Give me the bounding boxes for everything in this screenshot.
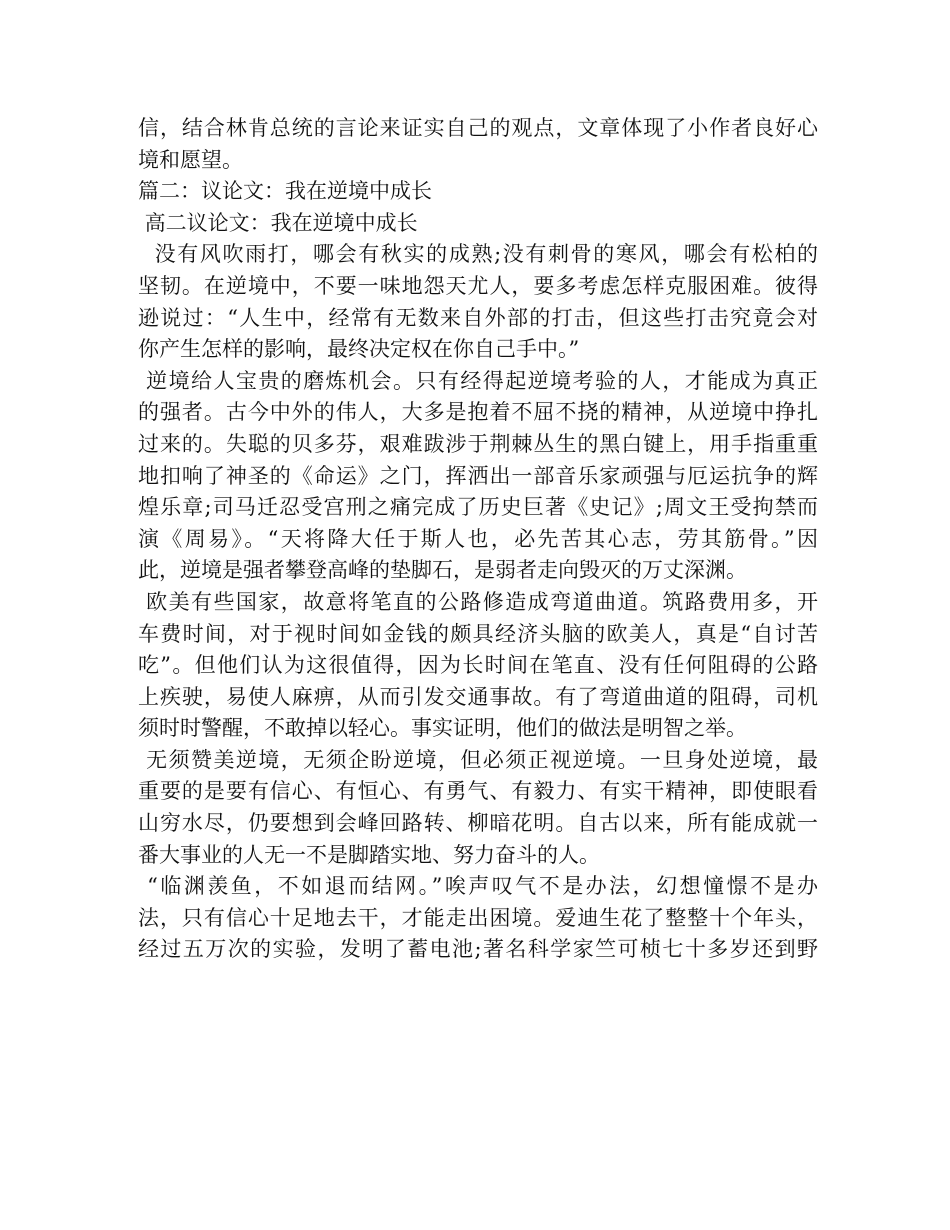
section-heading: 篇二：议论文：我在逆境中成长 [138, 179, 432, 204]
text-line: 法，只有信心十足地去干，才能走出困境。爱迪生花了整整十个年头， [138, 905, 818, 930]
text-line: 信，结合林肯总统的言论来证实自己的观点，文章体现了小作者良好心 [138, 116, 818, 140]
text-line: 地扣响了神圣的《命运》之门，挥洒出一部音乐家顽强与厄运抗争的辉 [138, 463, 818, 488]
text-line: 坚韧。在逆境中，不要一味地怨天尤人，要多考虑怎样克服困难。彼得 [138, 273, 818, 298]
text-line: 经过五万次的实验，发明了蓄电池;著名科学家竺可桢七十多岁还到野 [138, 937, 818, 962]
text-line: “临渊羡鱼，不如退而结网。”唉声叹气不是办法，幻想憧憬不是办 [138, 874, 818, 899]
text-line: 逆境给人宝贵的磨炼机会。只有经得起逆境考验的人，才能成为真正 [138, 368, 818, 393]
text-line: 欧美有些国家，故意将笔直的公路修造成弯道曲道。筑路费用多，开 [138, 589, 818, 614]
text-line: 车费时间，对于视时间如金钱的颇具经济头脑的欧美人，真是“自讨苦 [138, 621, 818, 646]
text-line: 境和愿望。 [138, 147, 243, 172]
text-line: 此，逆境是强者攀登高峰的垫脚石，是弱者走向毁灭的万丈深渊。 [138, 558, 747, 583]
text-line: 番大事业的人无一不是脚踏实地、努力奋斗的人。 [138, 842, 600, 867]
text-line: 山穷水尽，仍要想到会峰回路转、柳暗花明。自古以来，所有能成就一 [138, 811, 818, 836]
text-line: 你产生怎样的影响，最终决定权在你自己手中。” [138, 337, 580, 362]
text-line: 没有风吹雨打，哪会有秋实的成熟;没有刺骨的寒风，哪会有松柏的 [138, 242, 818, 267]
text-line: 煌乐章;司马迁忍受宫刑之痛完成了历史巨著《史记》;周文王受拘禁而 [138, 495, 818, 520]
article-title: 高二议论文：我在逆境中成长 [138, 210, 418, 235]
text-line: 的强者。古今中外的伟人，大多是抱着不屈不挠的精神，从逆境中挣扎 [138, 400, 818, 425]
text-line: 吃”。但他们认为这很值得，因为长时间在笔直、没有任何阻碍的公路 [138, 653, 818, 678]
text-line: 过来的。失聪的贝多芬，艰难跋涉于荆棘丛生的黑白键上，用手指重重 [138, 431, 818, 456]
text-line: 无须赞美逆境，无须企盼逆境，但必须正视逆境。一旦身处逆境，最 [138, 747, 818, 772]
text-line: 须时时警醒，不敢掉以轻心。事实证明，他们的做法是明智之举。 [138, 716, 747, 741]
text-line: 逊说过：“人生中，经常有无数来自外部的打击，但这些打击究竟会对 [138, 305, 818, 330]
text-line: 演《周易》。“天将降大任于斯人也，必先苦其心志，劳其筋骨。”因 [138, 526, 818, 551]
text-line: 重要的是要有信心、有恒心、有勇气、有毅力、有实干精神，即使眼看 [138, 779, 818, 804]
text-line: 上疾驶，易使人麻痹，从而引发交通事故。有了弯道曲道的阻碍，司机 [138, 684, 818, 709]
document-page [138, 113, 818, 966]
